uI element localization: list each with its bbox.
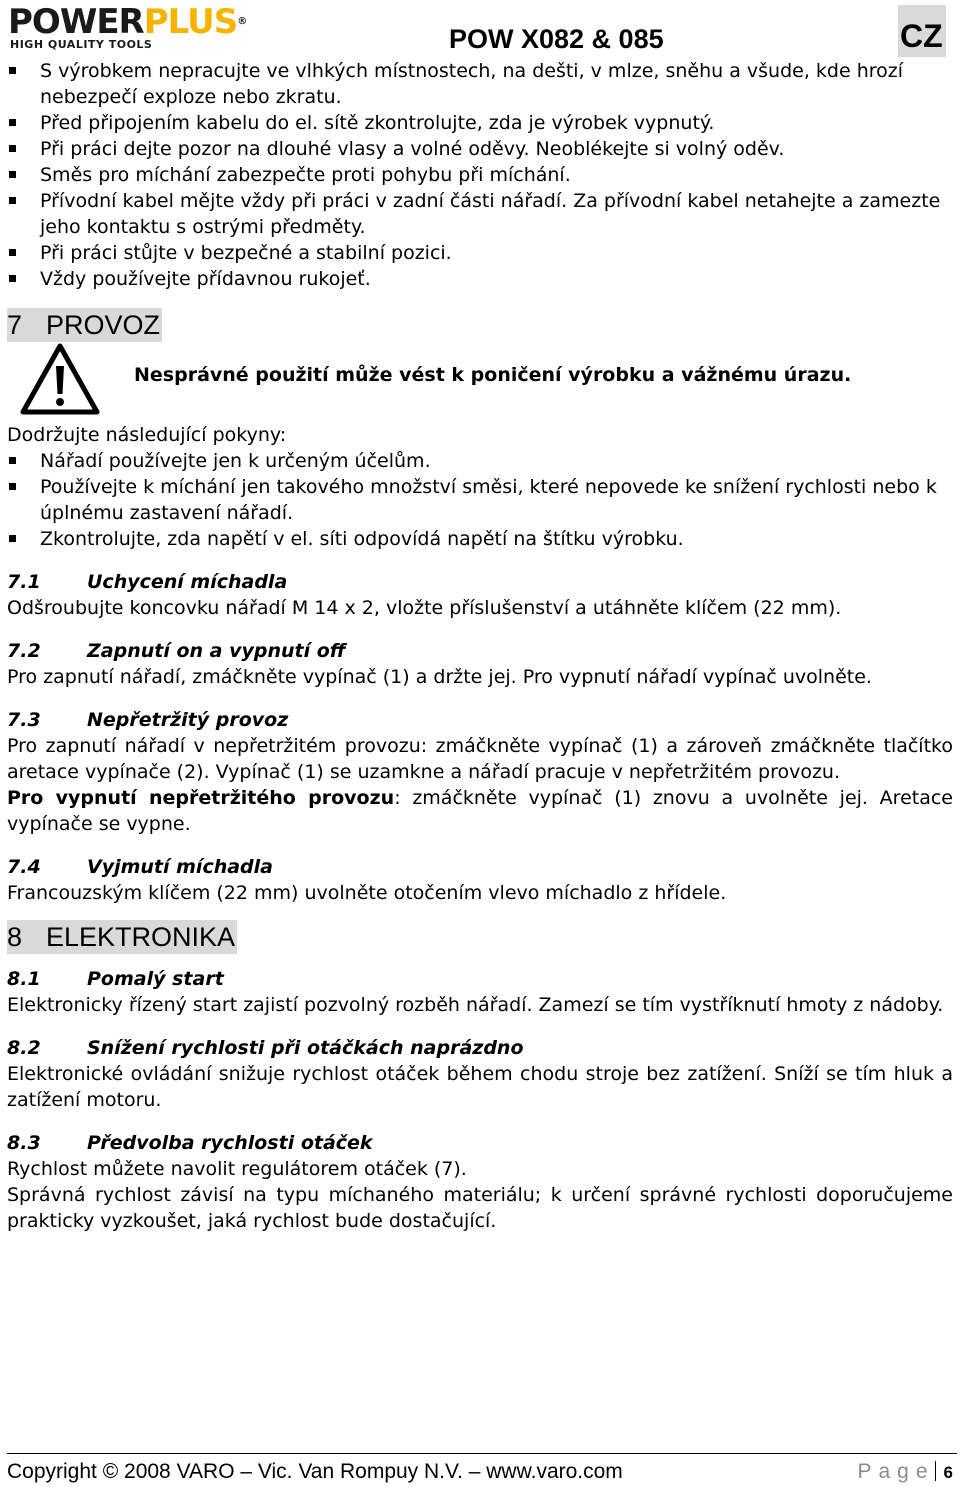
subsection-number: 7.2: [7, 640, 41, 662]
paragraph: Elektronicky řízený start zajistí pozvolný rozběh nářadí. Zamezí se tím vystříknutí hmoty z nádoby.: [7, 994, 944, 1016]
subsection-title: Snížení rychlosti při otáčkách naprázdno: [87, 1037, 524, 1059]
subsection-heading-8-3: [7, 1130, 953, 1156]
list-item: S výrobkem nepracujte ve vlhkých místnostech, na dešti, v mlze, sněhu a všude, kde hrozí nebezpečí exploze nebo zkratu.: [7, 58, 953, 110]
section-number: 8: [7, 922, 23, 952]
paragraph: Elektronické ovládání snižuje rychlost otáček během chodu stroje bez zatížení. Sníží se tím hluk a zatížení motoru.: [7, 1063, 953, 1111]
section-heading-8: [7, 920, 237, 954]
paragraph-rest: : zmáčkněte vypínač (1) znovu a uvolněte jej. Aretace vypínače se vypne.: [7, 787, 953, 835]
page-separator: [935, 1461, 936, 1481]
logo-power: POWER: [8, 2, 144, 42]
section-number: 7: [7, 310, 23, 340]
logo-wordmark: [8, 2, 246, 42]
subsection-number: 7.3: [7, 709, 41, 731]
instructions-intro: Dodržujte následující pokyny:: [7, 424, 287, 446]
subsection-heading-7-4: [7, 854, 953, 880]
list-item: Vždy používejte přídavnou rukojeť.: [7, 266, 953, 292]
paragraph: Pro zapnutí nářadí, zmáčkněte vypínač (1) a držte jej. Pro vypnutí nářadí vypínač uvolněte.: [7, 666, 872, 688]
paragraph: Rychlost můžete navolit regulátorem otáček (7).: [7, 1158, 467, 1180]
subsection-number: 8.3: [7, 1132, 41, 1154]
subsection-number: 8.2: [7, 1037, 41, 1059]
page-indicator: [857, 1460, 953, 1484]
subsection-title: Nepřetržitý provoz: [87, 709, 289, 731]
logo-registered-mark: ®: [237, 16, 247, 27]
footer-divider: [7, 1453, 957, 1454]
list-item: Při práci stůjte v bezpečné a stabilní pozici.: [7, 240, 953, 266]
subsection-heading-7-3: [7, 707, 953, 733]
safety-bullet-list: [7, 58, 953, 292]
subsection-heading-8-2: [7, 1035, 953, 1061]
subsection-title: Zapnutí on a vypnutí off: [87, 640, 346, 662]
document-body: [7, 58, 953, 1234]
list-item: Směs pro míchání zabezpečte proti pohybu při míchání.: [7, 162, 953, 188]
paragraph: [7, 785, 953, 837]
copyright-text: Copyright © 2008 VARO – Vic. Van Rompuy N.V. – www.varo.com: [7, 1460, 623, 1483]
section-title: ELEKTRONIKA: [46, 922, 236, 952]
language-code: CZ: [900, 18, 943, 54]
section-title: PROVOZ: [46, 310, 161, 340]
list-item: Používejte k míchání jen takového množství směsi, které nepovede ke snížení rychlosti nebo k úplnému zastavení nářadí.: [7, 474, 953, 526]
paragraph: Odšroubujte koncovku nářadí M 14 x 2, vložte příslušenství a utáhněte klíčem (22 mm).: [7, 597, 842, 619]
subsection-heading-7-1: [7, 569, 953, 595]
list-item: Při práci dejte pozor na dlouhé vlasy a volné oděvy. Neoblékejte si volný oděv.: [7, 136, 953, 162]
subsection-heading-8-1: [7, 966, 953, 992]
subsection-heading-7-2: [7, 638, 953, 664]
list-item: Nářadí používejte jen k určeným účelům.: [7, 448, 953, 474]
list-item: Před připojením kabelu do el. sítě zkontrolujte, zda je výrobek vypnutý.: [7, 110, 953, 136]
warning-text: Nesprávné použití může vést k poničení výrobku a vážnému úrazu.: [134, 364, 852, 386]
subsection-title: Předvolba rychlosti otáček: [87, 1132, 373, 1154]
page-number: 6: [943, 1463, 953, 1482]
powerplus-logo: [8, 2, 293, 52]
subsection-number: 8.1: [7, 968, 41, 990]
section-heading-7: [7, 308, 162, 342]
paragraph: Pro zapnutí nářadí v nepřetržitém provozu: zmáčkněte vypínač (1) a zároveň zmáčkněte tlačítko aretace vypínače (2). Vypínač (1) se uzamkne a nářadí pracuje v nepřetržitém provozu.: [7, 735, 953, 783]
model-title: POW X082 & 085: [449, 24, 664, 54]
subsection-title: Uchycení míchadla: [87, 571, 288, 593]
page-header: [0, 0, 960, 60]
instructions-bullet-list: [7, 448, 953, 552]
subsection-number: 7.4: [7, 856, 41, 878]
subsection-title: Pomalý start: [87, 968, 224, 990]
warning-triangle-icon: [19, 342, 101, 416]
subsection-number: 7.1: [7, 571, 41, 593]
logo-plus: PLUS: [143, 2, 238, 42]
paragraph: Francouzským klíčem (22 mm) uvolněte otočením vlevo míchadlo z hřídele.: [7, 882, 727, 904]
logo-tagline: HIGH QUALITY TOOLS: [10, 38, 153, 51]
page-word: Page: [857, 1460, 935, 1483]
paragraph: Správná rychlost závisí na typu míchaného materiálu; k určení správné rychlosti doporučujeme prakticky vyzkoušet, jaká rychlost bude dostačující.: [7, 1184, 953, 1232]
bold-lead: Pro vypnutí nepřetržitého provozu: [7, 787, 395, 809]
warning-block: [7, 342, 953, 422]
list-item: Zkontrolujte, zda napětí v el. síti odpovídá napětí na štítku výrobku.: [7, 526, 953, 552]
subsection-title: Vyjmutí míchadla: [87, 856, 273, 878]
list-item: Přívodní kabel mějte vždy při práci v zadní části nářadí. Za přívodní kabel netahejte a zamezte jeho kontaktu s ostrými předměty.: [7, 188, 953, 240]
